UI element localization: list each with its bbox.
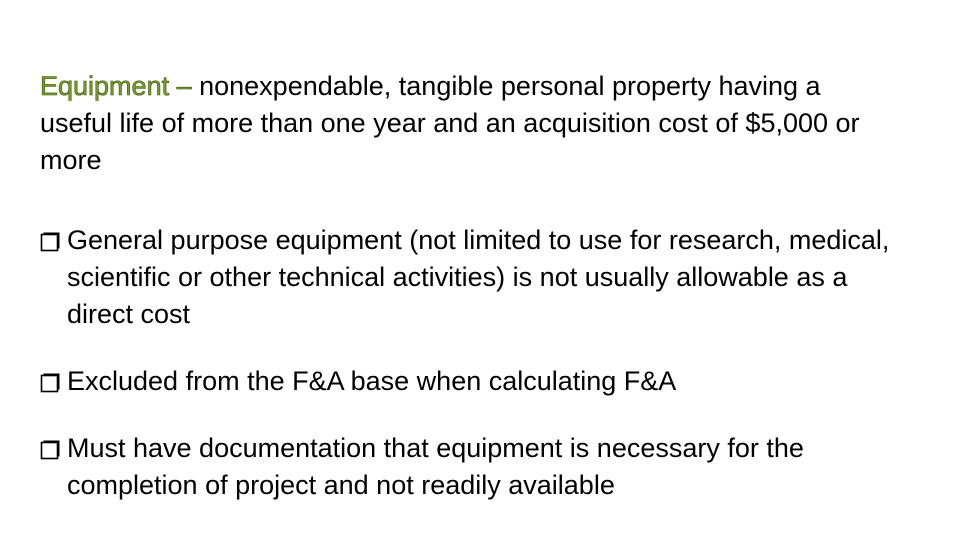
definition-text: nonexpendable, tangible personal property having a useful life of more than one year and an acquisition cost of $5,000 or more — [40, 71, 860, 175]
checkbox-bullet-icon — [40, 438, 62, 460]
definition-term: Equipment – — [40, 71, 192, 101]
bullet-text: Excluded from the F&A base when calculating F&A — [67, 366, 677, 396]
bullet-documentation — [40, 430, 900, 504]
equipment-definition — [40, 68, 900, 179]
bullet-excluded-fa — [40, 363, 900, 400]
bullet-list — [40, 222, 900, 504]
bullet-text: Must have documentation that equipment is necessary for the completion of project and not readily available — [67, 433, 804, 500]
bullet-text: General purpose equipment (not limited to use for research, medical, scientific or other technical activities) is not usually allowable as a direct cost — [67, 225, 890, 329]
bullet-general-purpose — [40, 222, 900, 333]
checkbox-bullet-icon — [40, 371, 62, 393]
checkbox-bullet-icon — [40, 230, 62, 252]
